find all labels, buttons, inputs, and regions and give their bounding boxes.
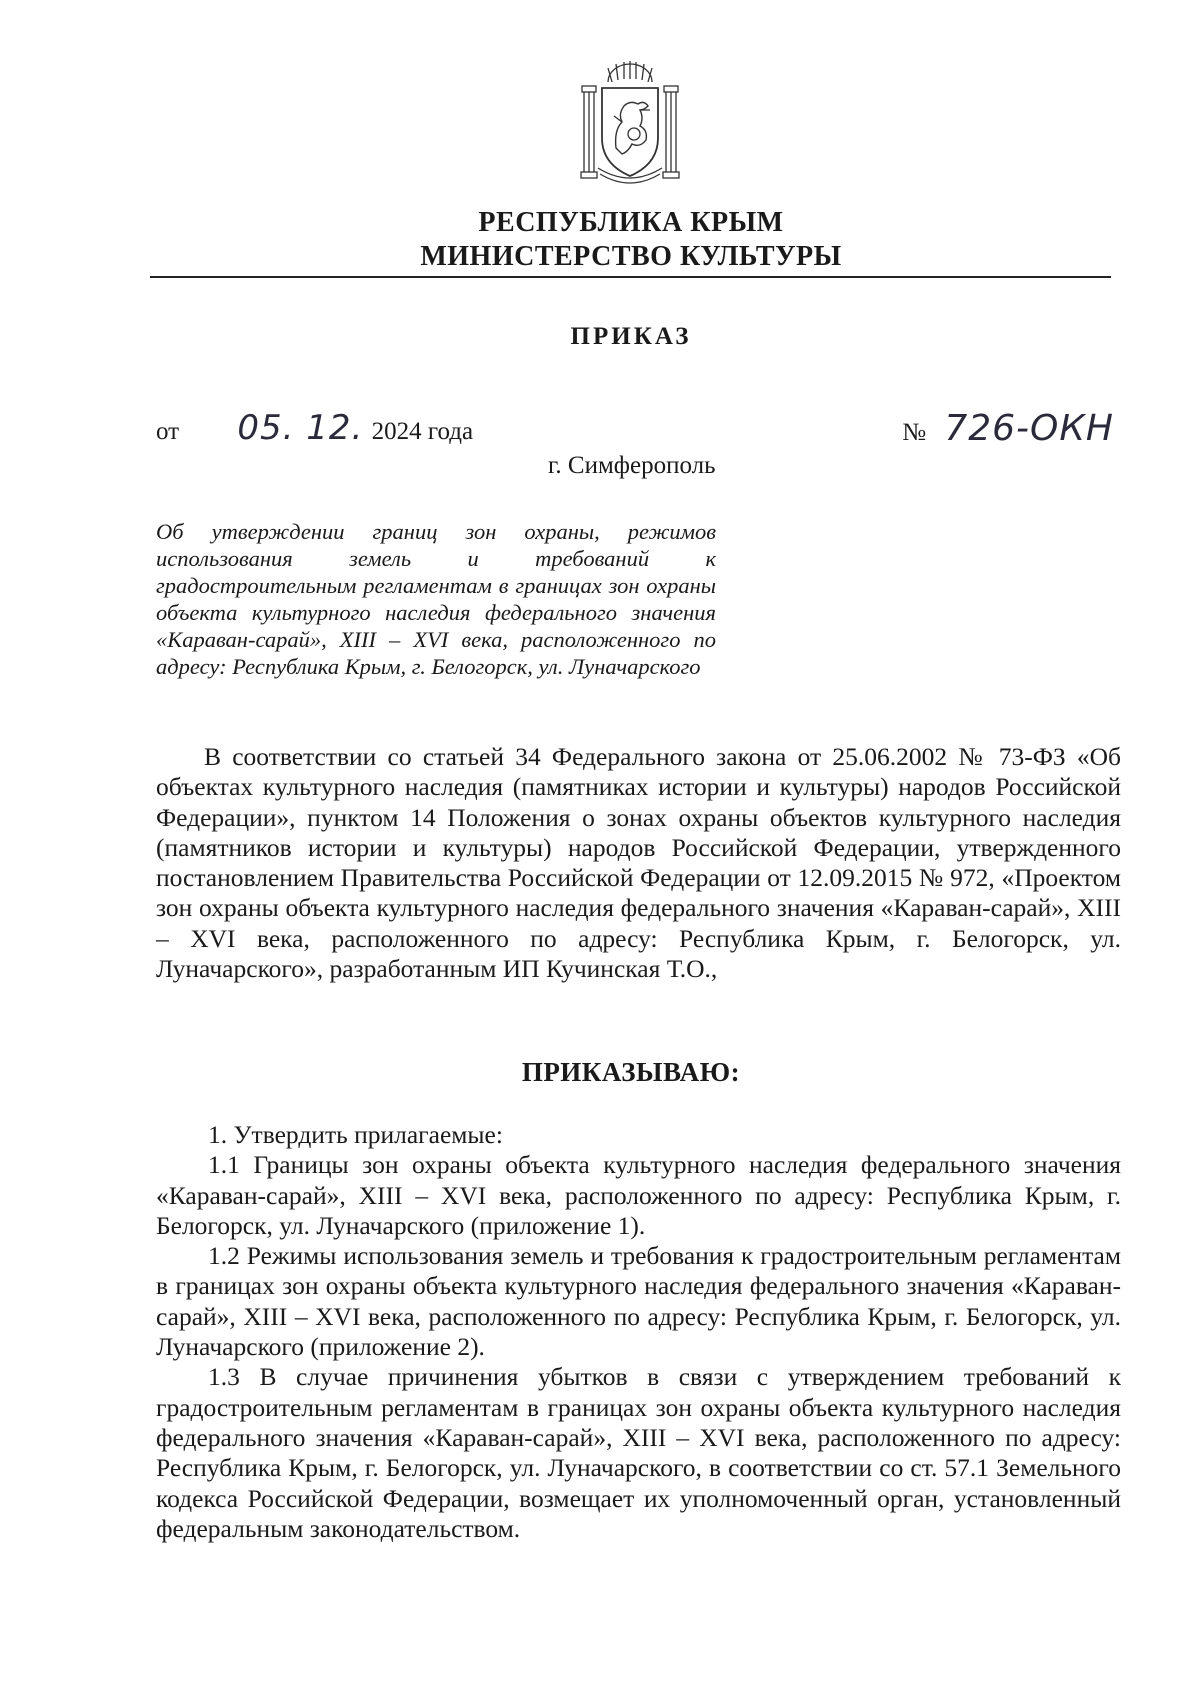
document-type: ПРИКАЗ: [570, 323, 692, 350]
order-heading: ПРИКАЗЫВАЮ:: [521, 1057, 741, 1087]
document-number: [902, 408, 1114, 449]
order-item: 1.2 Режимы использования земель и требования к градостроительным регламентам в границах зон охраны объекта культурного наследия федерального значения «Караван-сарай», XIII – XVI века, расположенного по адресу: Республика Крым, г. Белогорск, ул. Луначарского (приложение 2).: [156, 1241, 1121, 1362]
number-prefix: №: [902, 419, 927, 446]
document-subject: Об утверждении границ зон охраны, режимов использования земель и требований к градостроительным регламентам в границах зон охраны объекта культурного наследия федерального значения «Караван-сарай», XIII – XVI века, расположенного по адресу: Республика Крым, г. Белогорск, ул. Луначарского: [156, 519, 716, 679]
order-items: [156, 1120, 1121, 1544]
header-divider: [150, 276, 1111, 278]
document-city: г. Симферополь: [548, 452, 716, 479]
order-item: 1.3 В случае причинения убытков в связи с утверждением требований к градостроительным регламентам в границах зон охраны объекта культурного наследия федерального значения «Караван-сарай», XIII – XVI века, расположенного по адресу: Республика Крым, г. Белогорск, ул. Луначарского, в соответствии со ст. 57.1 Земельного кодекса Российской Федерации, возмещает их уполномоченный орган, установленный федеральным законодательством.: [156, 1362, 1121, 1543]
date-prefix: от: [156, 418, 180, 445]
document-date: [156, 408, 473, 448]
date-year: 2024 года: [371, 418, 474, 445]
org-name-region: РЕСПУБЛИКА КРЫМ: [478, 207, 784, 238]
crimea-coat-of-arms-icon: [578, 60, 682, 184]
date-handwritten: 05. 12.: [237, 408, 364, 448]
preamble-paragraph: В соответствии со статьей 34 Федерального закона от 25.06.2002 № 73-ФЗ «Об объектах культурного наследия (памятниках истории и культуры) народов Российской Федерации», пунктом 14 Положения о зонах охраны объектов культурного наследия (памятников истории и культуры) народов Российской Федерации, утвержденного постановлением Правительства Российской Федерации от 12.09.2015 № 972, «Проектом зон охраны объекта культурного наследия федерального значения «Караван-сарай», XIII – XVI века, расположенного по адресу: Республика Крым, г. Белогорск, ул. Луначарского», разработанным ИП Кучинская Т.О.,: [156, 742, 1121, 984]
number-handwritten: 726-ОКН: [944, 408, 1114, 449]
order-item: 1. Утвердить прилагаемые:: [208, 1120, 503, 1149]
org-name-ministry: МИНИСТЕРСТВО КУЛЬТУРЫ: [420, 241, 842, 272]
order-item: 1.1 Границы зон охраны объекта культурного наследия федерального значения «Караван-сарай», XIII – XVI века, расположенного по адресу: Республика Крым, г. Белогорск, ул. Луначарского (приложение 1).: [156, 1150, 1121, 1240]
